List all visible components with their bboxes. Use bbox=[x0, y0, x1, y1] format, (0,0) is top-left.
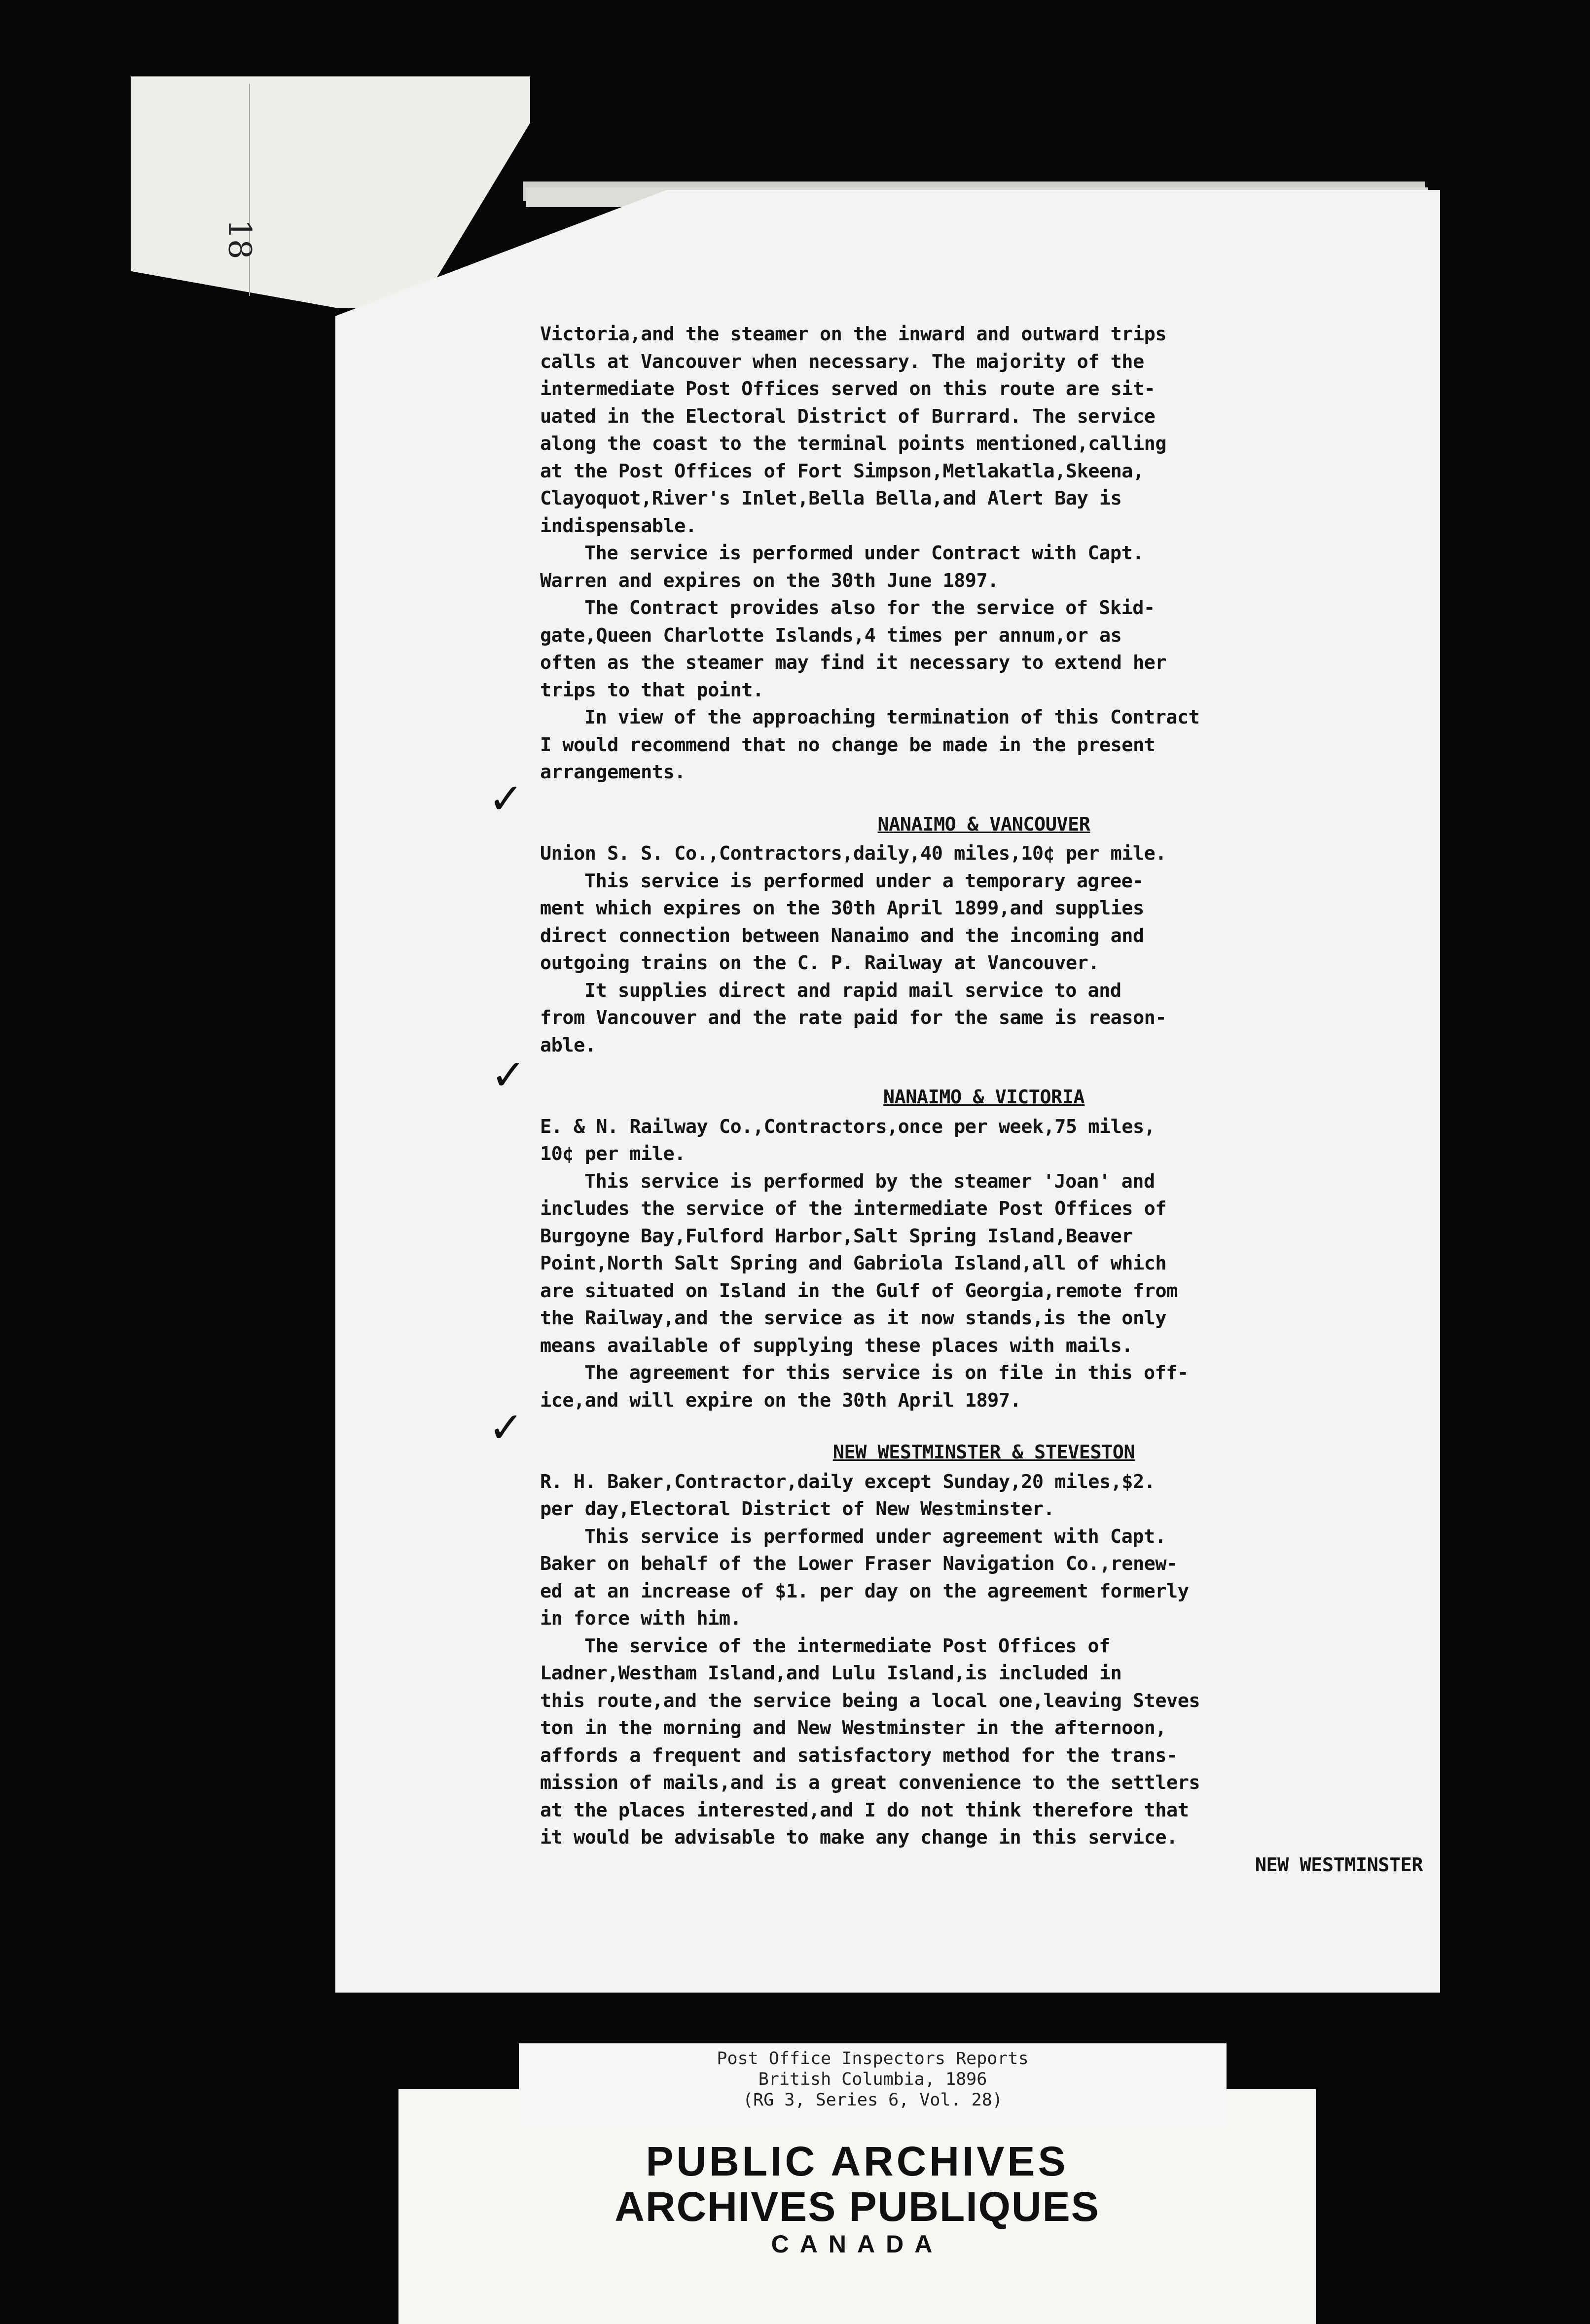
check-mark-icon: ✓ bbox=[488, 1403, 524, 1452]
text-line: ment which expires on the 30th April 1899,and supplies bbox=[540, 897, 1144, 919]
text-line: this route,and the service being a local one,leaving Steves bbox=[540, 1689, 1200, 1712]
margin-line bbox=[249, 84, 250, 296]
text-line: The service is performed under Contract with Capt. bbox=[584, 542, 1144, 564]
skidegate-paragraph bbox=[540, 594, 1428, 704]
text-line: arrangements. bbox=[540, 761, 686, 783]
section-heading: NANAIMO & VANCOUVER bbox=[877, 813, 1090, 835]
stamp-line-canada: CANADA bbox=[771, 2230, 943, 2258]
text-line: This service is performed under a temporary agree- bbox=[584, 870, 1144, 892]
text-line: outgoing trains on the C. P. Railway at Vancouver. bbox=[540, 952, 1099, 974]
text-line: It supplies direct and rapid mail service to and bbox=[584, 979, 1121, 1002]
text-line: The service of the intermediate Post Offices of bbox=[584, 1634, 1110, 1657]
text-line: uated in the Electoral District of Burrard. The service bbox=[540, 405, 1156, 428]
text-line: Burgoyne Bay,Fulford Harbor,Salt Spring Island,Beaver bbox=[540, 1225, 1133, 1247]
check-mark-icon: ✓ bbox=[488, 774, 524, 824]
text-line: Warren and expires on the 30th June 1897. bbox=[540, 569, 999, 592]
document-text bbox=[540, 321, 1428, 1879]
text-line: Point,North Salt Spring and Gabriola Island,all of which bbox=[540, 1252, 1167, 1274]
section-heading: NANAIMO & VICTORIA bbox=[883, 1086, 1085, 1108]
text-line: mission of mails,and is a great convenience to the settlers bbox=[540, 1772, 1200, 1794]
text-line: at the Post Offices of Fort Simpson,Metlakatla,Skeena, bbox=[540, 460, 1144, 482]
section-heading: NEW WESTMINSTER & STEVESTON bbox=[832, 1441, 1135, 1463]
contractor-line: R. H. Baker,Contractor,daily except Sunday,20 miles,$2. bbox=[540, 1470, 1156, 1493]
text-line: are situated on Island in the Gulf of Georgia,remote from bbox=[540, 1279, 1178, 1302]
text-line: ice,and will expire on the 30th April 1897. bbox=[540, 1389, 1021, 1412]
text-line: Clayoquot,River's Inlet,Bella Bella,and Alert Bay is bbox=[540, 487, 1122, 509]
contractor-line: per day,Electoral District of New Westminster. bbox=[540, 1498, 1055, 1520]
text-line: it would be advisable to make any change in this service. bbox=[540, 1826, 1178, 1849]
text-line: affords a frequent and satisfactory method for the trans- bbox=[540, 1744, 1178, 1767]
text-line: the Railway,and the service as it now stands,is the only bbox=[540, 1307, 1167, 1329]
text-line: I would recommend that no change be made in the present bbox=[540, 733, 1156, 756]
text-line: trips to that point. bbox=[540, 679, 764, 701]
check-mark-icon: ✓ bbox=[491, 1051, 527, 1100]
label-line: (RG 3, Series 6, Vol. 28) bbox=[743, 2090, 1003, 2110]
catchword: NEW WESTMINSTER bbox=[1255, 1853, 1423, 1876]
contractor-line: E. & N. Railway Co.,Contractors,once per week,75 miles, bbox=[540, 1115, 1156, 1138]
contractor-line: Union S. S. Co.,Contractors,daily,40 miles,10¢ per mile. bbox=[540, 842, 1167, 865]
text-line: In view of the approaching termination of this Contract bbox=[584, 706, 1200, 728]
section-nanaimo-victoria bbox=[540, 1084, 1428, 1414]
text-line: The Contract provides also for the service of Skid- bbox=[584, 597, 1155, 619]
text-line: ton in the morning and New Westminster in the afternoon, bbox=[540, 1717, 1167, 1739]
archive-reference-label bbox=[519, 2043, 1227, 2128]
text-line: often as the steamer may find it necessary to extend her bbox=[540, 652, 1167, 674]
contractor-line: 10¢ per mile. bbox=[540, 1143, 686, 1165]
section-nanaimo-vancouver bbox=[540, 811, 1428, 1059]
text-line: intermediate Post Offices served on this route are sit- bbox=[540, 378, 1156, 400]
text-line: Ladner,Westham Island,and Lulu Island,is included in bbox=[540, 1662, 1122, 1684]
text-line: along the coast to the terminal points mentioned,calling bbox=[540, 433, 1167, 455]
text-line: calls at Vancouver when necessary. The majority of the bbox=[540, 350, 1144, 373]
text-line: ed at an increase of $1. per day on the agreement formerly bbox=[540, 1580, 1189, 1602]
opening-paragraph bbox=[540, 321, 1428, 540]
label-line: Post Office Inspectors Reports bbox=[717, 2049, 1029, 2069]
text-line: able. bbox=[540, 1034, 596, 1056]
text-line: includes the service of the intermediate Post Offices of bbox=[540, 1198, 1167, 1220]
text-line: in force with him. bbox=[540, 1607, 742, 1630]
text-line: Baker on behalf of the Lower Fraser Navigation Co.,renew- bbox=[540, 1553, 1178, 1575]
text-line: means available of supplying these places with mails. bbox=[540, 1334, 1133, 1357]
text-line: direct connection between Nanaimo and the incoming and bbox=[540, 924, 1144, 947]
recommendation-paragraph bbox=[540, 704, 1428, 786]
text-line: This service is performed under agreement with Capt. bbox=[584, 1525, 1166, 1548]
text-line: This service is performed by the steamer 'Joan' and bbox=[584, 1170, 1155, 1193]
text-line: The agreement for this service is on file in this off- bbox=[584, 1362, 1189, 1384]
section-new-westminster-steveston bbox=[540, 1439, 1428, 1852]
text-line: Victoria,and the steamer on the inward and outward trips bbox=[540, 323, 1167, 345]
contract-paragraph bbox=[540, 540, 1428, 594]
text-line: from Vancouver and the rate paid for the same is reason- bbox=[540, 1007, 1167, 1029]
text-line: indispensable. bbox=[540, 514, 697, 537]
stamp-line-archives-publiques: ARCHIVES PUBLIQUES bbox=[614, 2183, 1100, 2230]
stamp-line-public-archives: PUBLIC ARCHIVES bbox=[646, 2138, 1069, 2184]
text-line: at the places interested,and I do not think therefore that bbox=[540, 1799, 1189, 1821]
page-number: 18 bbox=[221, 219, 258, 259]
label-line: British Columbia, 1896 bbox=[758, 2070, 987, 2089]
text-line: gate,Queen Charlotte Islands,4 times per annum,or as bbox=[540, 624, 1122, 647]
